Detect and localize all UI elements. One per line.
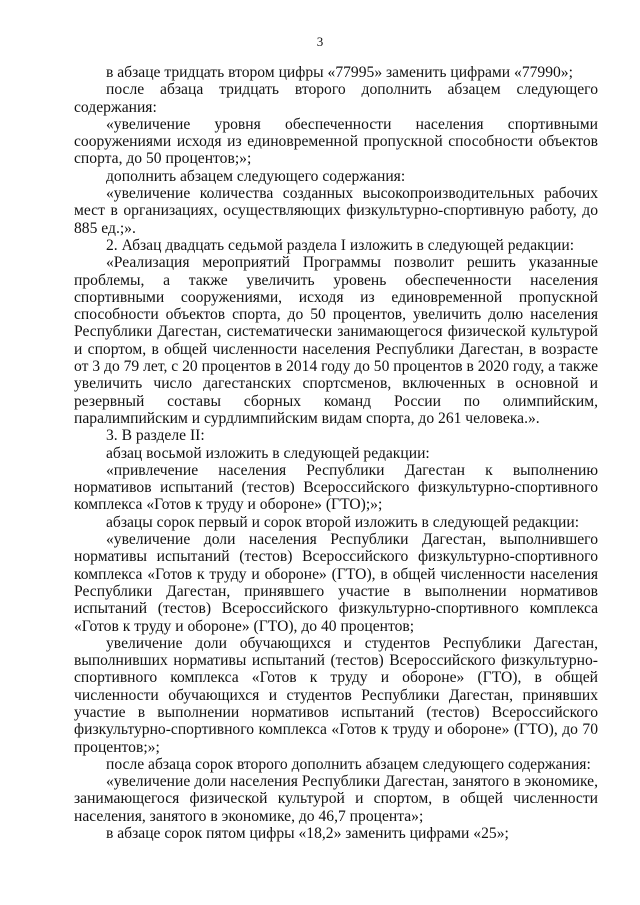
document-body	[74, 64, 598, 842]
page-number: 3	[316, 34, 324, 49]
paragraph: в абзаце сорок пятом цифры «18,2» заменить цифрами «25»;	[106, 825, 509, 843]
paragraph: «увеличение количества созданных высокопроизводительных рабочих мест в организациях, осуществляющих физкультурно-спортивную работу, до 885 ед.;».	[74, 185, 598, 237]
paragraph: после абзаца сорок второго дополнить абзацем следующего содержания:	[106, 755, 591, 773]
paragraph: «привлечение населения Республики Дагестан к выполнению нормативов испытаний (тестов) Всероссийского физкультурно-спортивного комплекса «Готов к труду и обороне» (ГТО);»;	[74, 461, 598, 514]
paragraph: «Реализация мероприятий Программы позволит решить указанные проблемы, а также увеличить уровень обеспеченности населения спортивными сооружениями, исходя из единовременной пропускной способности объектов спорта, до 50 процентов, увеличить долю населения Республики Дагестан, систематически занимающегося физической культурой и спортом, в общей численности населения Республики Дагестан, в возрасте от 3 до 79 лет, с 20 процентов в 2014 году до 50 процентов в 2020 году, а также увеличить число дагестанских спортсменов, включенных в основной и резервный составы сборных команд России по олимпийским, паралимпийским и сурдлимпийским видам спорта, до 261 человека.».	[74, 254, 598, 427]
paragraph: дополнить абзацем следующего содержания:	[106, 167, 406, 185]
paragraph: 3. В разделе II:	[106, 427, 205, 445]
paragraph: «увеличение доли населения Республики Дагестан, выполнившего нормативы испытаний (тестов) Всероссийского физкультурно-спортивного комплекса «Готов к труду и обороне» (ГТО), в общей численности населения Республики Дагестан, принявшего участие в выполнении нормативов испытаний (тестов) Всероссийского физкультурно-спортивного комплекса «Готов к труду и обороне» (ГТО), до 40 процентов;	[74, 531, 598, 635]
paragraph: абзац восьмой изложить в следующей редакции:	[106, 444, 430, 462]
paragraph: в абзаце тридцать втором цифры «77995» заменить цифрами «77990»;	[106, 64, 573, 81]
paragraph: после абзаца тридцать второго дополнить абзацем следующего содержания:	[74, 81, 598, 116]
paragraph: «увеличение уровня обеспеченности населения спортивными сооружениями исходя из единовременной пропускной способности объектов спорта, до 50 процентов;»;	[74, 115, 598, 168]
paragraph: 2. Абзац двадцать седьмой раздела I изложить в следующей редакции:	[106, 236, 575, 254]
paragraph: абзацы сорок первый и сорок второй изложить в следующей редакции:	[106, 513, 580, 531]
paragraph: «увеличение доли населения Республики Дагестан, занятого в экономике, занимающегося физической культурой и спортом, в общей численности населения, занятого в экономике, до 46,7 процента»;	[74, 773, 598, 825]
paragraph: увеличение доли обучающихся и студентов Республики Дагестан, выполнивших нормативы испытаний (тестов) Всероссийского физкультурно-спортивного комплекса «Готов к труду и обороне» (ГТО), в общей численности обучающихся и студентов Республики Дагестан, принявших участие в выполнении нормативов испытаний (тестов) Всероссийского физкультурно-спортивного комплекса «Готов к труду и обороне» (ГТО), до 70 процентов;»;	[74, 634, 598, 756]
